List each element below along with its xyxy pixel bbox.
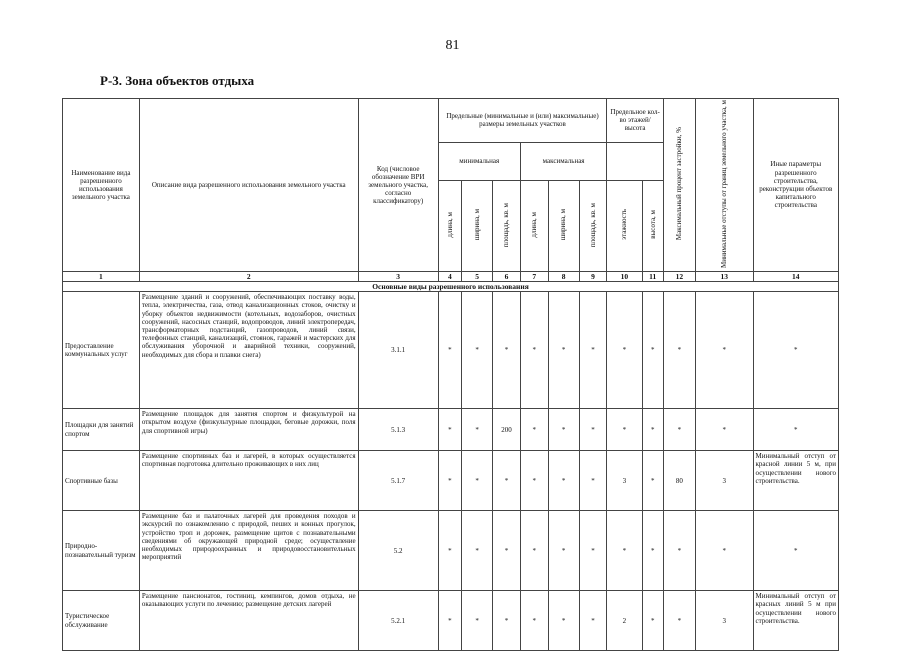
value-cell: *	[642, 511, 663, 591]
value-cell: *	[520, 409, 548, 451]
value-cell: *	[438, 292, 461, 409]
value-cell: *	[438, 451, 461, 511]
col-number: 6	[493, 272, 521, 282]
value-cell: *	[663, 409, 695, 451]
value-cell: *	[579, 451, 607, 511]
value-cell: *	[548, 591, 579, 651]
value-cell: 200	[493, 409, 521, 451]
col-number: 9	[579, 272, 607, 282]
value-cell: *	[462, 591, 493, 651]
col-number: 2	[139, 272, 358, 282]
header-code: Код (числовое обозначение ВРИ земельного участка, согласно классификатору)	[358, 99, 438, 272]
value-cell: *	[438, 409, 461, 451]
value-cell: *	[579, 292, 607, 409]
value-cell: *	[607, 292, 642, 409]
use-name: Предоставление коммунальных услуг	[63, 292, 140, 409]
col-number: 3	[358, 272, 438, 282]
use-description: Размещение баз и палаточных лагерей для проведения походов и экскурсий по ознакомлению с природой, пеших и конных прогулок, устройство троп и дорожек, размещение щитов с познавательными сведениями об окружающей природной среде; осуществление необходимых природоохранных и природовосстановительных мероприятий	[139, 511, 358, 591]
value-cell: *	[579, 591, 607, 651]
other-params-note: Минимальный отступ от красной линии 5 м, при осуществлении нового строительства.	[753, 451, 838, 511]
use-description: Размещение площадок для занятия спортом и физкультурой на открытом воздухе (физкультурные площадки, беговые дорожки, поля для спортивной игры)	[139, 409, 358, 451]
value-cell: *	[520, 451, 548, 511]
use-description: Размещение зданий и сооружений, обеспечивающих поставку воды, тепла, электричества, газа, отвод канализационных стоков, очистку и уборку объектов недвижимости (котельных, водозаборов, очистных сооружений, насосных станций, водопроводов, линий электропередач, трансформаторных подстанций, газопроводов, линий связи, телефонных станций, канализаций, стоянок, гаражей и мастерских для обслуживания уборочной и аварийной техники, сооружений, необходимых для сбора и плавки снега)	[139, 292, 358, 409]
value-cell: *	[753, 511, 838, 591]
use-code: 3.1.1	[358, 292, 438, 409]
table-row	[63, 451, 839, 511]
header-min-width: ширина, м	[462, 180, 493, 272]
value-cell: *	[695, 409, 753, 451]
value-cell: *	[753, 292, 838, 409]
value-cell: *	[493, 511, 521, 591]
value-cell: *	[607, 409, 642, 451]
header-description: Описание вида разрешенного использования земельного участка	[139, 99, 358, 272]
value-cell: *	[579, 511, 607, 591]
header-coverage: Максимальный процент застройки, %	[663, 99, 695, 272]
value-cell: 3	[695, 591, 753, 651]
value-cell: *	[663, 511, 695, 591]
header-height: высота, м	[642, 180, 663, 272]
value-cell: *	[493, 451, 521, 511]
value-cell: *	[462, 451, 493, 511]
table-row	[63, 292, 839, 409]
value-cell: *	[548, 451, 579, 511]
value-cell: *	[548, 409, 579, 451]
col-number: 11	[642, 272, 663, 282]
value-cell: *	[438, 591, 461, 651]
value-cell: 3	[695, 451, 753, 511]
column-numbers-row	[63, 272, 839, 282]
value-cell: *	[607, 511, 642, 591]
col-number: 5	[462, 272, 493, 282]
use-name: Спортивные базы	[63, 451, 140, 511]
value-cell: *	[548, 292, 579, 409]
value-cell: *	[695, 511, 753, 591]
header-max: максимальная	[520, 142, 606, 180]
value-cell: *	[438, 511, 461, 591]
value-cell: *	[579, 409, 607, 451]
table-row	[63, 591, 839, 651]
col-number: 10	[607, 272, 642, 282]
header-floors-group: Предельное кол-во этажей/ высота	[607, 99, 664, 143]
value-cell: *	[663, 591, 695, 651]
col-number: 12	[663, 272, 695, 282]
value-cell: *	[642, 451, 663, 511]
value-cell: *	[493, 292, 521, 409]
header-name: Наименование вида разрешенного использования земельного участка	[63, 99, 140, 272]
other-params-note: Минимальный отступ от красных линий 5 м при осуществлении нового строительства.	[753, 591, 838, 651]
value-cell: *	[520, 591, 548, 651]
header-max-area: площадь, кв. м	[579, 180, 607, 272]
header-floors: этажность	[607, 180, 642, 272]
value-cell: *	[663, 292, 695, 409]
value-cell: 3	[607, 451, 642, 511]
use-name: Туристическое обслуживание	[63, 591, 140, 651]
use-name: Природно-познавательный туризм	[63, 511, 140, 591]
use-description: Размещение спортивных баз и лагерей, в которых осуществляется спортивная подготовка длительно проживающих в них лиц	[139, 451, 358, 511]
value-cell: *	[462, 511, 493, 591]
value-cell: *	[642, 591, 663, 651]
table-row	[63, 511, 839, 591]
header-min-length: длина, м	[438, 180, 461, 272]
col-number: 13	[695, 272, 753, 282]
header-max-width: ширина, м	[548, 180, 579, 272]
value-cell: *	[642, 409, 663, 451]
header-setbacks: Минимальные отступы от границ земельного участка, м	[695, 99, 753, 272]
page-number: 81	[445, 38, 460, 53]
value-cell: *	[548, 511, 579, 591]
table-row	[63, 409, 839, 451]
header-other-params: Иные параметры разрешенного строительства, реконструкции объектов капитального строительства	[753, 99, 838, 272]
value-cell: 80	[663, 451, 695, 511]
col-number: 4	[438, 272, 461, 282]
section-heading: Основные виды разрешенного использования	[63, 282, 839, 292]
header-max-length: длина, м	[520, 180, 548, 272]
header-min-area: площадь, кв. м	[493, 180, 521, 272]
use-name: Площадки для занятий спортом	[63, 409, 140, 451]
use-code: 5.2	[358, 511, 438, 591]
value-cell: *	[695, 292, 753, 409]
use-code: 5.2.1	[358, 591, 438, 651]
value-cell: *	[642, 292, 663, 409]
col-number: 1	[63, 272, 140, 282]
col-number: 7	[520, 272, 548, 282]
header-size-limits: Предельные (минимальные и (или) максимальные) размеры земельных участков	[438, 99, 607, 143]
value-cell: *	[520, 292, 548, 409]
value-cell: *	[462, 409, 493, 451]
page-title: Р-3. Зона объектов отдыха	[100, 73, 255, 88]
col-number: 8	[548, 272, 579, 282]
use-code: 5.1.3	[358, 409, 438, 451]
use-description: Размещение пансионатов, гостиниц, кемпингов, домов отдыха, не оказывающих услуги по лечению; размещение детских лагерей	[139, 591, 358, 651]
use-code: 5.1.7	[358, 451, 438, 511]
value-cell: *	[462, 292, 493, 409]
value-cell: *	[753, 409, 838, 451]
value-cell: *	[493, 591, 521, 651]
zoning-table	[62, 98, 839, 651]
value-cell: *	[520, 511, 548, 591]
col-number: 14	[753, 272, 838, 282]
header-min: минимальная	[438, 142, 520, 180]
value-cell: 2	[607, 591, 642, 651]
